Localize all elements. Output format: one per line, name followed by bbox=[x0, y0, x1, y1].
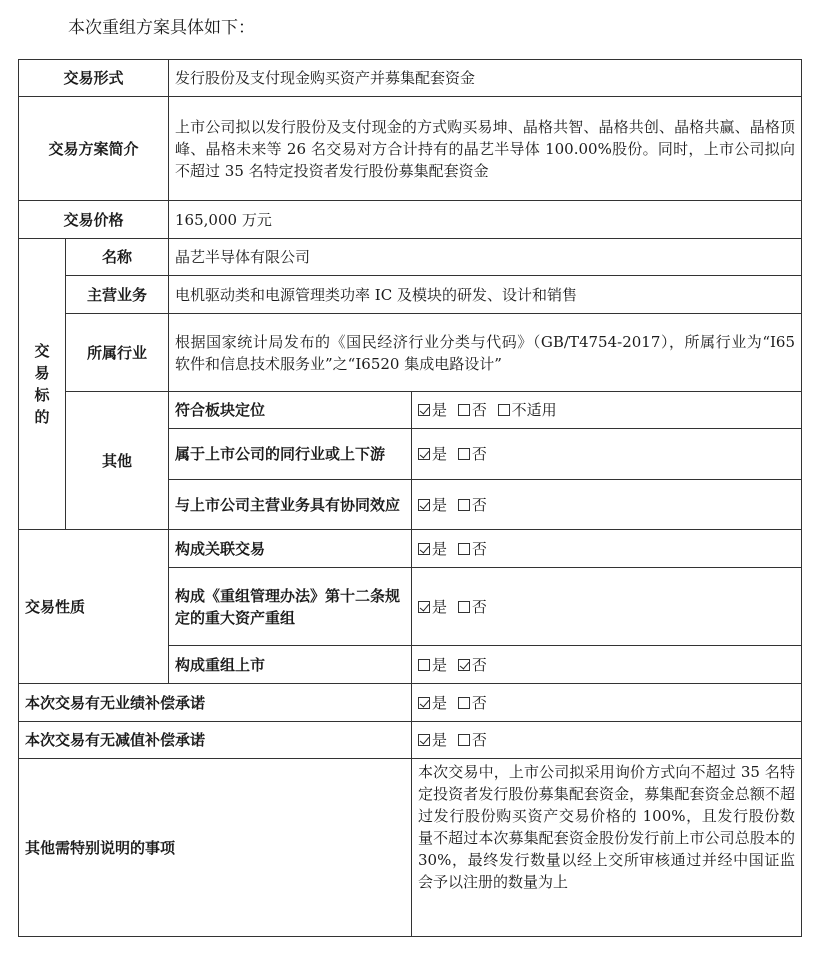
checkbox-unchecked-icon bbox=[418, 659, 430, 671]
options-impairment-commitment: 是 否 bbox=[412, 722, 802, 759]
checkbox-checked-icon bbox=[418, 734, 430, 746]
options-restructuring-listing: 是 否 bbox=[412, 646, 802, 684]
label-transaction-price: 交易价格 bbox=[19, 201, 169, 239]
label-transaction-nature: 交易性质 bbox=[19, 530, 169, 684]
checkbox-checked-icon bbox=[418, 697, 430, 709]
options-synergy: 是 否 bbox=[412, 480, 802, 530]
label-same-industry: 属于上市公司的同行业或上下游 bbox=[169, 429, 412, 480]
label-main-business: 主营业务 bbox=[66, 276, 169, 314]
checkbox-unchecked-icon bbox=[458, 543, 470, 555]
row-plan-summary bbox=[19, 97, 802, 201]
label-other: 其他 bbox=[66, 392, 169, 530]
label-plan-summary: 交易方案简介 bbox=[19, 97, 169, 201]
label-transaction-target: 交 易 标 的 bbox=[19, 239, 66, 530]
label-transaction-form: 交易形式 bbox=[19, 60, 169, 97]
options-major-restructuring: 是 否 bbox=[412, 568, 802, 646]
row-target-name bbox=[19, 239, 802, 276]
intro-text: 本次重组方案具体如下： bbox=[68, 18, 255, 38]
value-plan-summary: 上市公司拟以发行股份及支付现金的方式购买易坤、晶格共智、晶格共创、晶格共赢、晶格顶峰、晶格未来等 26 名交易对方合计持有的晶艺半导体 100.00%股份。同时，上市公司拟向不超过 35 名特定投资者发行股份募集配套资金 bbox=[169, 97, 802, 201]
row-main-business bbox=[19, 276, 802, 314]
label-special-matters: 其他需特别说明的事项 bbox=[19, 759, 412, 937]
label-target-name: 名称 bbox=[66, 239, 169, 276]
options-performance-commitment: 是 否 bbox=[412, 684, 802, 722]
checkbox-unchecked-icon bbox=[458, 499, 470, 511]
value-main-business: 电机驱动类和电源管理类功率 IC 及模块的研发、设计和销售 bbox=[169, 276, 802, 314]
label-industry: 所属行业 bbox=[66, 314, 169, 392]
row-related-transaction bbox=[19, 530, 802, 568]
checkbox-unchecked-icon bbox=[458, 601, 470, 613]
row-board-positioning bbox=[19, 392, 802, 429]
label-impairment-commitment: 本次交易有无减值补偿承诺 bbox=[19, 722, 412, 759]
checkbox-checked-icon bbox=[418, 601, 430, 613]
label-major-restructuring: 构成《重组管理办法》第十二条规定的重大资产重组 bbox=[169, 568, 412, 646]
label-board-positioning: 符合板块定位 bbox=[169, 392, 412, 429]
checkbox-unchecked-icon bbox=[498, 404, 510, 416]
checkbox-checked-icon bbox=[418, 404, 430, 416]
label-performance-commitment: 本次交易有无业绩补偿承诺 bbox=[19, 684, 412, 722]
options-same-industry: 是 否 bbox=[412, 429, 802, 480]
checkbox-checked-icon bbox=[418, 499, 430, 511]
row-special-matters bbox=[19, 759, 802, 937]
label-related-transaction: 构成关联交易 bbox=[169, 530, 412, 568]
row-performance-commitment bbox=[19, 684, 802, 722]
label-synergy: 与上市公司主营业务具有协同效应 bbox=[169, 480, 412, 530]
row-industry bbox=[19, 314, 802, 392]
value-transaction-form: 发行股份及支付现金购买资产并募集配套资金 bbox=[169, 60, 802, 97]
value-transaction-price: 165,000 万元 bbox=[169, 201, 802, 239]
options-related-transaction: 是 否 bbox=[412, 530, 802, 568]
checkbox-checked-icon bbox=[418, 543, 430, 555]
checkbox-unchecked-icon bbox=[458, 697, 470, 709]
value-special-matters: 本次交易中，上市公司拟采用询价方式向不超过 35 名特定投资者发行股份募集配套资金，募集配套资金总额不超过发行股份购买资产交易价格的 100%，且发行股份数量不超过本次募集配套资金股份发行前上市公司总股本的 30%，最终发行数量以经上交所审核通过并经中国证监会予以注册的数量为上 bbox=[412, 759, 802, 937]
restructuring-plan-table bbox=[18, 59, 802, 937]
value-industry: 根据国家统计局发布的《国民经济行业分类与代码》（GB/T4754-2017），所属行业为“I65 软件和信息技术服务业”之“I6520 集成电路设计” bbox=[169, 314, 802, 392]
row-transaction-price bbox=[19, 201, 802, 239]
checkbox-checked-icon bbox=[418, 448, 430, 460]
value-target-name: 晶艺半导体有限公司 bbox=[169, 239, 802, 276]
row-impairment-commitment bbox=[19, 722, 802, 759]
options-board-positioning: 是 否 不适用 bbox=[412, 392, 802, 429]
checkbox-checked-icon bbox=[458, 659, 470, 671]
row-transaction-form bbox=[19, 60, 802, 97]
checkbox-unchecked-icon bbox=[458, 448, 470, 460]
label-restructuring-listing: 构成重组上市 bbox=[169, 646, 412, 684]
checkbox-unchecked-icon bbox=[458, 404, 470, 416]
checkbox-unchecked-icon bbox=[458, 734, 470, 746]
